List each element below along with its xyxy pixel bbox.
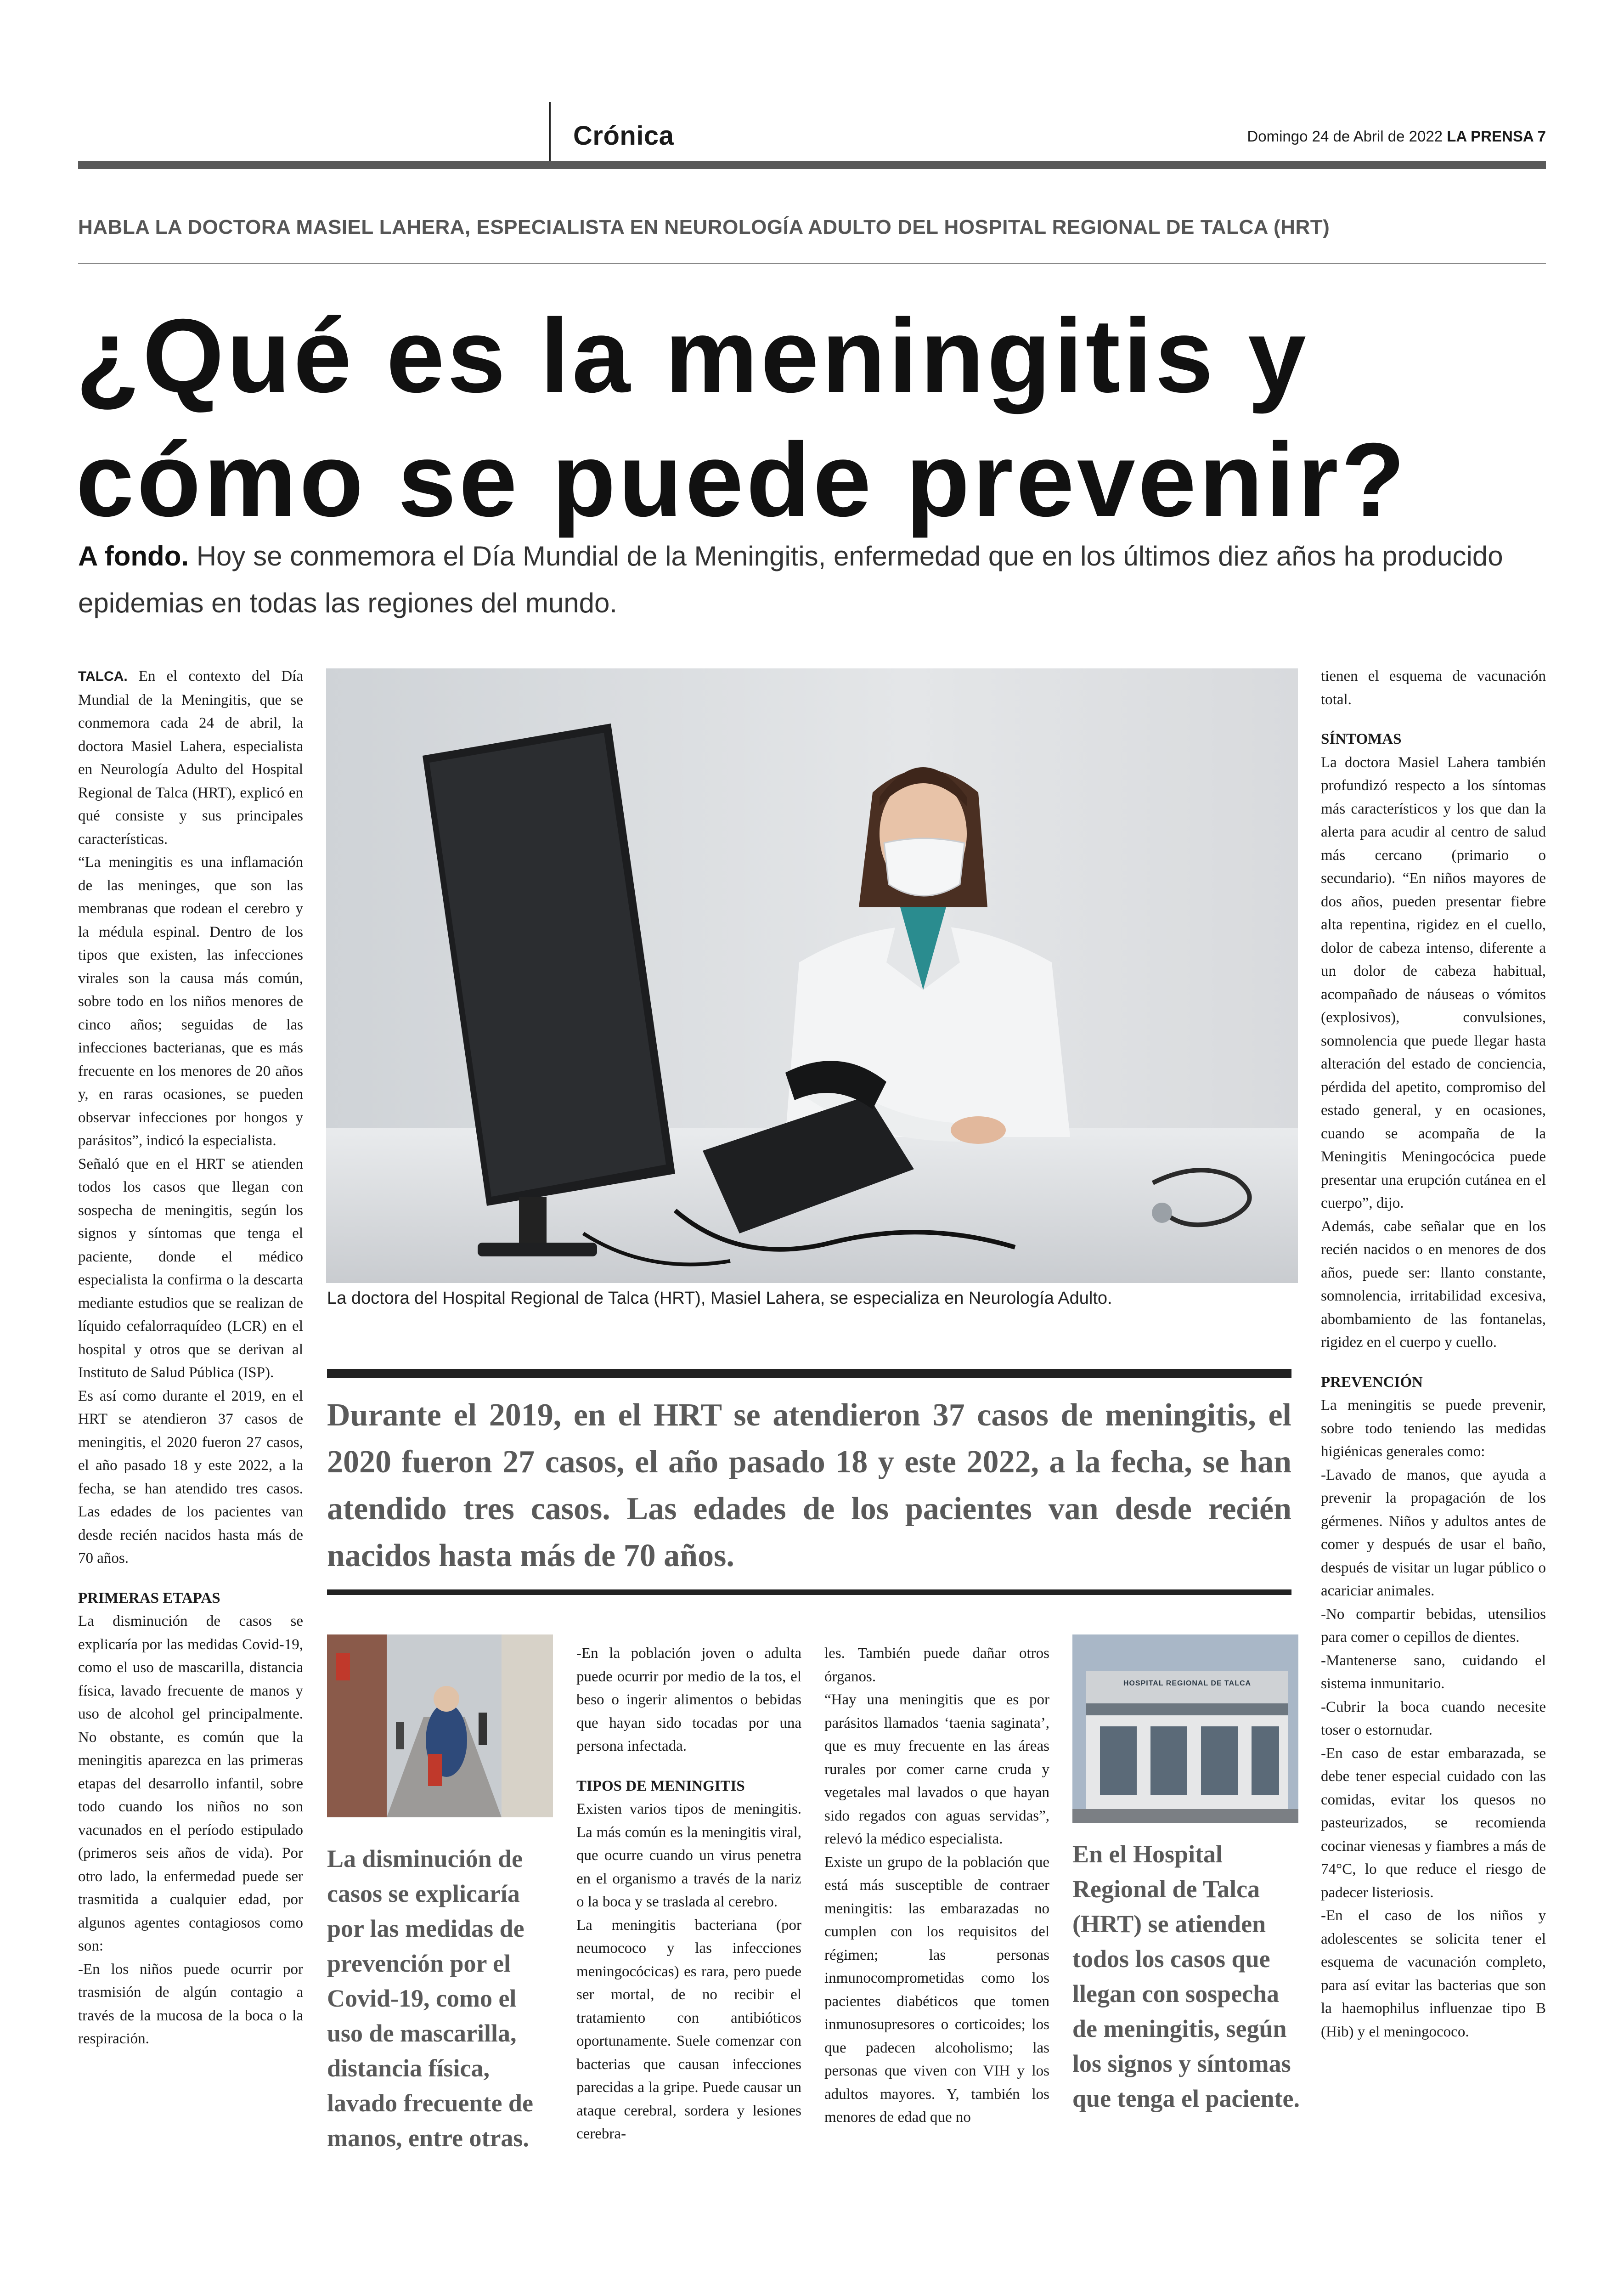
doctor-at-desk-illustration	[326, 668, 1298, 1283]
col4-paragraph-2: “Hay una meningitis que es por parásitos llamados ‘taenia saginata’, que es muy frecuente en las áreas rurales por comer carne cruda y vegetales mal lavados o que hayan sido regados con aguas servidas”, relevó la médico especialista.	[824, 1691, 1049, 1847]
pullquote-rule-top	[327, 1369, 1291, 1378]
lead-text: Hoy se conmemora el Día Mundial de la Meningitis, enfermedad que en los últimos diez años ha producido epidemias en todas las regiones del mundo.	[78, 541, 1503, 618]
col4-paragraph-1: les. También puede dañar otros órganos.	[824, 1645, 1049, 1685]
subheading-sintomas: SÍNTOMAS	[1321, 731, 1402, 747]
col6-paragraph-8: -Cubrir la boca cuando necesite toser o estornudar.	[1321, 1698, 1546, 1738]
publication-name: LA PRENSA	[1447, 128, 1534, 145]
col1-paragraph-2: “La meningitis es una inflamación de las meninges, que son las membranas que rodean el cerebro y la médula espinal. Dentro de los tipos que existen, las infecciones virales son la causa más común, sobre todo en los niños menores de cinco años; seguidas de las infecciones bacterianas, que es más frecuente en los menores de 20 años y, en raras ocasiones, se pueden observar infecciones por hongos y parásitos”, indicó la especialista.	[78, 854, 303, 1149]
col6-paragraph-1: tienen el esquema de vacunación total.	[1321, 668, 1546, 708]
photo-caption: La doctora del Hospital Regional de Talca (HRT), Masiel Lahera, se especializa en Neurología Adulto.	[327, 1289, 1112, 1308]
column-6	[1321, 665, 1546, 2043]
street-photo	[327, 1634, 553, 1817]
subheading-tipos: TIPOS DE MENINGITIS	[576, 1777, 745, 1794]
pullquote: Durante el 2019, en el HRT se atendieron 37 casos de meningitis, el 2020 fueron 27 casos, el año pasado 18 y este 2022, a la fecha, se han atendido tres casos. Las edades de los pacientes van desde recién nacidos hasta más de 70 años.	[327, 1397, 1291, 1573]
kicker-rule	[78, 263, 1546, 264]
hospital-facade-illustration	[1072, 1634, 1298, 1823]
pedestrian-street-illustration	[327, 1634, 553, 1817]
col6-paragraph-9: -En caso de estar embarazada, se debe tener especial cuidado con las comidas, evitar los quesos no pasteurizados, se recomienda cocinar vienesas y fiambres a más de 74°C, lo que reduce el riesgo de padecer listeriosis.	[1321, 1745, 1546, 1901]
header-divider	[549, 102, 551, 163]
col6-paragraph-5: -Lavado de manos, que ayuda a prevenir la propagación de los gérmenes. Niños y adultos antes de comer y después de usar el baño, después de visitar un lugar público o acariciar animales.	[1321, 1466, 1546, 1599]
subheading-primeras-etapas: PRIMERAS ETAPAS	[78, 1589, 220, 1606]
col6-paragraph-3: Además, cabe señalar que en los recién nacidos o en menores de dos años, puede ser: llanto constante, somnolencia, irritabilidad excesiva, abombamiento de las fontanelas, rigidez en el cuerpo y cuello.	[1321, 1218, 1546, 1351]
col6-paragraph-6: -No compartir bebidas, utensilios para comer o cepillos de dientes.	[1321, 1606, 1546, 1646]
headline-line-1: ¿Qué es la meningitis y	[76, 298, 1309, 414]
col3-paragraph-1: -En la población joven o adulta puede ocurrir por medio de la tos, el beso o ingerir alimentos o bebidas que hayan sido tocadas por una persona infectada.	[576, 1645, 801, 1754]
col6-paragraph-2: La doctora Masiel Lahera también profundizó respecto a los síntomas más característicos y los que dan la alerta para acudir al centro de salud más cercano (primario o secundario). “En niños mayores de dos años, pueden presentar fiebre alta repentina, rigidez en el cuello, dolor de cabeza intenso, diferente a un dolor de cabeza habitual, acompañado de náuseas o vómitos (explosivos), convulsiones, somnolencia que puede llegar hasta alteración del estado de conciencia, pérdida del apetito, compromiso del estado general, y en ocasiones, cuando se acompaña de la Meningitis Meningocócica puede presentar una erupción cutánea en el cuerpo”, dijo.	[1321, 754, 1546, 1211]
quote-left: La disminución de casos se explicaría por las medidas de prevención por el Covid-19, como el uso de mascarilla, distancia física, lavado frecuente de manos, entre otras.	[327, 1845, 533, 2152]
col6-paragraph-7: -Mantenerse sano, cuidando el sistema inmunitario.	[1321, 1652, 1546, 1692]
column-4	[824, 1642, 1049, 2129]
col3-paragraph-3: La meningitis bacteriana (por neumococo y las infecciones meningocócicas) es rara, pero puede ser mortal, de no recibir el tratamiento con antibióticos oportunamente. Suele comenzar con bacterias que causan infecciones parecidas a la gripe. Puede causar un ataque cerebral, sordera y lesiones cerebra-	[576, 1917, 801, 2142]
date-line	[1247, 128, 1546, 145]
header-rule	[78, 161, 1546, 169]
main-photo	[326, 668, 1298, 1283]
quote-right: En el Hospital Regional de Talca (HRT) se atienden todos los casos que llegan con sospecha de meningitis, según los signos y síntomas que tenga el paciente.	[1072, 1840, 1300, 2112]
section-name: Crónica	[573, 121, 674, 151]
col6-paragraph-10: -En el caso de los niños y adolescentes se solicita tener el esquema de vacunación completo, para así evitar las bacterias que son la haemophilus influenzae tipo B (Hib) y el meningococo.	[1321, 1907, 1546, 2040]
page-number: 7	[1537, 128, 1546, 145]
col1-paragraph-5: La disminución de casos se explicaría por las medidas Covid-19, como el uso de mascarilla, distancia física, lavado frecuente de manos y uso de alcohol gel principalmente. No obstante, es común que la meningitis aparezca en las primeras etapas del desarrollo infantil, sobre todo cuando los niños no son vacunados en el período estipulado (primeros seis años de vida). Por otro lado, la enfermedad puede ser trasmitida a cualquier edad, por algunos agentes contagiosos como son:	[78, 1613, 303, 1954]
col4-paragraph-3: Existe un grupo de la población que está más susceptible de contraer meningitis: las embarazadas no cumplen con los requisitos del régimen; las personas inmunocomprometidas como los pacientes diabéticos que tomen inmunosupresores o corticoides; los que padecen alcoholismo; las personas que viven con VIH y los adultos mayores. Y, también los menores de edad que no	[824, 1854, 1049, 2126]
lead-label: A fondo.	[78, 541, 189, 571]
headline	[76, 294, 1559, 542]
column-1	[78, 665, 303, 2051]
dateline-city: TALCA.	[78, 669, 128, 684]
col3-paragraph-2: Existen varios tipos de meningitis. La más común es la meningitis viral, que ocurre cuando un virus penetra en el organismo a través de la nariz o la boca y se traslada al cerebro.	[576, 1801, 801, 1910]
column-3	[576, 1642, 801, 2146]
kicker: HABLA LA DOCTORA MASIEL LAHERA, ESPECIALISTA EN NEUROLOGÍA ADULTO DEL HOSPITAL REGIONAL DE TALCA (HRT)	[78, 216, 1330, 238]
pullquote-rule-bottom	[327, 1589, 1291, 1595]
hospital-photo	[1072, 1634, 1298, 1823]
lead	[78, 533, 1539, 627]
col1-paragraph-1: En el contexto del Día Mundial de la Meningitis, que se conmemora cada 24 de abril, la doctora Masiel Lahera, especialista en Neurología Adulto del Hospital Regional de Talca (HRT), explicó en qué consiste y sus principales características.	[78, 668, 303, 848]
headline-line-2: cómo se puede prevenir?	[76, 422, 1408, 538]
col1-paragraph-3: Señaló que en el HRT se atienden todos los casos que llegan con sospecha de meningitis, según los signos y síntomas que tenga el paciente, donde el médico especialista la confirma o la descarta mediante estudios que se realizan de líquido cefalorraquídeo (LCR) en el hospital y otros que se derivan al Instituto de Salud Pública (ISP).	[78, 1155, 303, 1381]
issue-date: Domingo 24 de Abril de 2022	[1247, 128, 1443, 145]
hospital-sign: HOSPITAL REGIONAL DE TALCA	[1123, 1680, 1252, 1687]
subheading-prevencion: PREVENCIÓN	[1321, 1374, 1423, 1391]
col6-paragraph-4: La meningitis se puede prevenir, sobre todo teniendo las medidas higiénicas generales como:	[1321, 1397, 1546, 1460]
col1-paragraph-4: Es así como durante el 2019, en el HRT se atendieron 37 casos de meningitis, el 2020 fueron 27 casos, el año pasado 18 y este 2022, a la fecha, se han atendido tres casos. Las edades de los pacientes van desde recién nacidos hasta más de 70 años.	[78, 1387, 303, 1566]
col1-paragraph-6: -En los niños puede ocurrir por trasmisión de algún contagio a través de la mucosa de la boca o la respiración.	[78, 1961, 303, 2047]
